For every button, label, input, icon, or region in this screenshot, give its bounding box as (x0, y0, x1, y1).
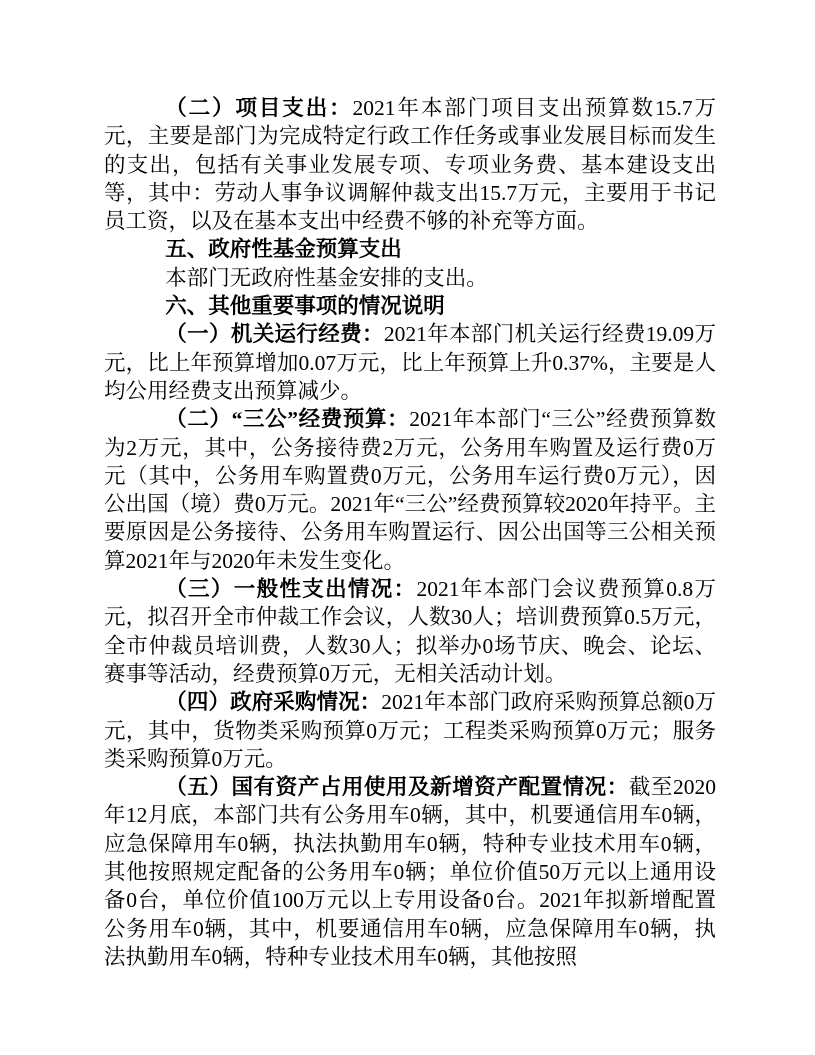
paragraph-lead: （二）“三公”经费预算： (165, 407, 410, 432)
paragraph-lead: （四）政府采购情况： (165, 690, 382, 715)
paragraph-lead: （五）国有资产占用使用及新增资产配置情况： (165, 775, 629, 800)
paragraph-text: 2021年本部门政府采购预算总额0万元，其中，货物类采购预算0万元；工程类采购预算0万元；服务类采购预算0万元。 (104, 690, 716, 771)
paragraph-project-expenditure (104, 94, 716, 235)
document-text-block (104, 94, 716, 971)
paragraph-text: 本部门无政府性基金安排的支出。 (165, 265, 488, 290)
heading-section-5 (104, 235, 716, 263)
heading-text: 五、政府性基金预算支出 (165, 237, 402, 262)
paragraph-general-expenditure (104, 575, 716, 688)
heading-section-6 (104, 292, 716, 320)
paragraph-government-procurement (104, 688, 716, 773)
paragraph-no-government-fund (104, 264, 716, 292)
paragraph-text: 2021年本部门项目支出预算数15.7万元，主要是部门为完成特定行政工作任务或事业发展目标而发生的支出，包括有关事业发展专项、专项业务费、基本建设支出等，其中：劳动人事争议调解仲裁支出15.7万元，主要用于书记员工资，以及在基本支出中经费不够的补充等方面。 (104, 96, 716, 234)
paragraph-lead: （一）机关运行经费： (165, 322, 384, 347)
paragraph-text: 2021年本部门“三公”经费预算数为2万元，其中，公务接待费2万元，公务用车购置及运行费0万元（其中，公务用车购置费0万元，公务用车运行费0万元），因公出国（境）费0万元。2021年“三公”经费预算较2020年持平。主要原因是公务接待、公务用车购置运行、因公出国等三公相关预算2021年与2020年未发生变化。 (104, 407, 716, 573)
paragraph-text: 2021年本部门会议费预算0.8万元，拟召开全市仲裁工作会议，人数30人；培训费预算0.5万元，全市仲裁员培训费，人数30人；拟举办0场节庆、晚会、论坛、赛事等活动，经费预算0万元，无相关活动计划。 (104, 577, 716, 686)
paragraph-text: 2021年本部门机关运行经费19.09万元，比上年预算增加0.07万元，比上年预算上升0.37%，主要是人均公用经费支出预算减少。 (104, 322, 716, 403)
paragraph-three-public-budget (104, 405, 716, 575)
paragraph-state-assets (104, 773, 716, 971)
paragraph-lead: （三）一般性支出情况： (165, 577, 417, 602)
paragraph-lead: （二）项目支出： (165, 96, 353, 120)
paragraph-operating-expenses (104, 320, 716, 405)
heading-text: 六、其他重要事项的情况说明 (165, 294, 445, 319)
paragraph-text: 截至2020年12月底，本部门共有公务用车0辆，其中，机要通信用车0辆，应急保障用车0辆，执法执勤用车0辆，特种专业技术用车0辆，其他按照规定配备的公务用车0辆；单位价值50万元以上通用设备0台，单位价值100万元以上专用设备0台。2021年拟新增配置公务用车0辆，其中，机要通信用车0辆，应急保障用车0辆，执法执勤用车0辆，特种专业技术用车0辆，其他按照 (104, 775, 716, 969)
